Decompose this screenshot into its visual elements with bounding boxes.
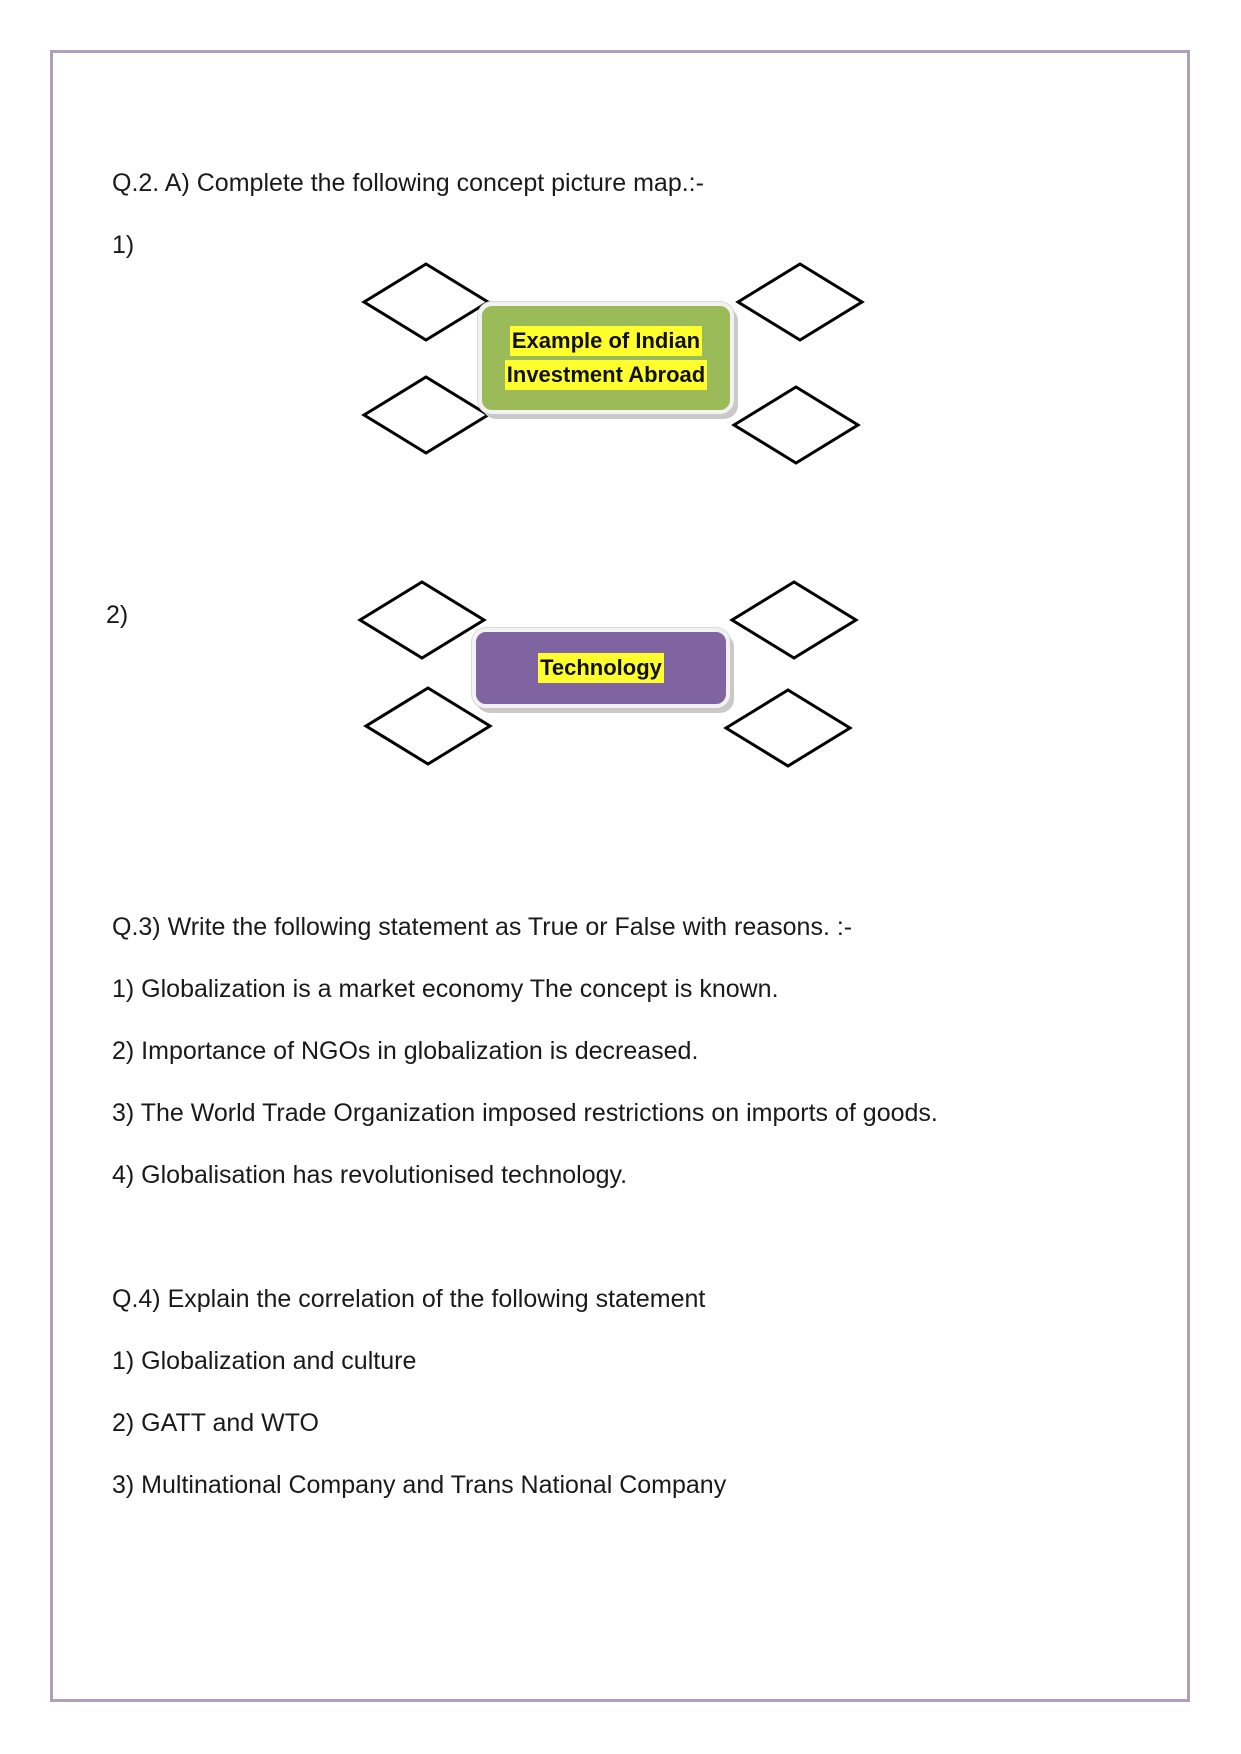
map1-blank-diamond-top-right: [738, 264, 862, 340]
q4-item: 3) Multinational Company and Trans National Company: [112, 1471, 727, 1499]
map1-blank-diamond-bottom-left: [364, 377, 488, 453]
map1-blank-diamond-top-left: [364, 264, 488, 340]
map2-blank-diamond-top-left: [360, 582, 484, 658]
q3-item: 4) Globalisation has revolutionised technology.: [112, 1161, 628, 1189]
map1-blank-diamond-bottom-right: [734, 387, 858, 463]
map1-center-box: [478, 302, 734, 414]
q4-item: 2) GATT and WTO: [112, 1409, 319, 1437]
map2-blank-diamond-bottom-left: [366, 688, 490, 764]
map1-center-line1: Example of Indian: [510, 326, 702, 356]
map2-center-box: [472, 628, 730, 708]
map2-center-label: Technology: [538, 653, 664, 683]
map2-blank-diamond-bottom-right: [726, 690, 850, 766]
q2-heading: Q.2. A) Complete the following concept picture map.:-: [112, 169, 704, 197]
q4-heading: Q.4) Explain the correlation of the following statement: [112, 1285, 706, 1313]
map2-number: 2): [106, 601, 129, 629]
map2-blank-diamond-top-right: [732, 582, 856, 658]
q3-item: 3) The World Trade Organization imposed restrictions on imports of goods.: [112, 1099, 938, 1127]
map1-center-line2: Investment Abroad: [505, 360, 707, 390]
q3-item: 1) Globalization is a market economy The concept is known.: [112, 975, 779, 1003]
q3-heading: Q.3) Write the following statement as True or False with reasons. :-: [112, 913, 853, 941]
map1-number: 1): [112, 231, 135, 259]
q4-item: 1) Globalization and culture: [112, 1347, 417, 1375]
q3-item: 2) Importance of NGOs in globalization is decreased.: [112, 1037, 699, 1065]
